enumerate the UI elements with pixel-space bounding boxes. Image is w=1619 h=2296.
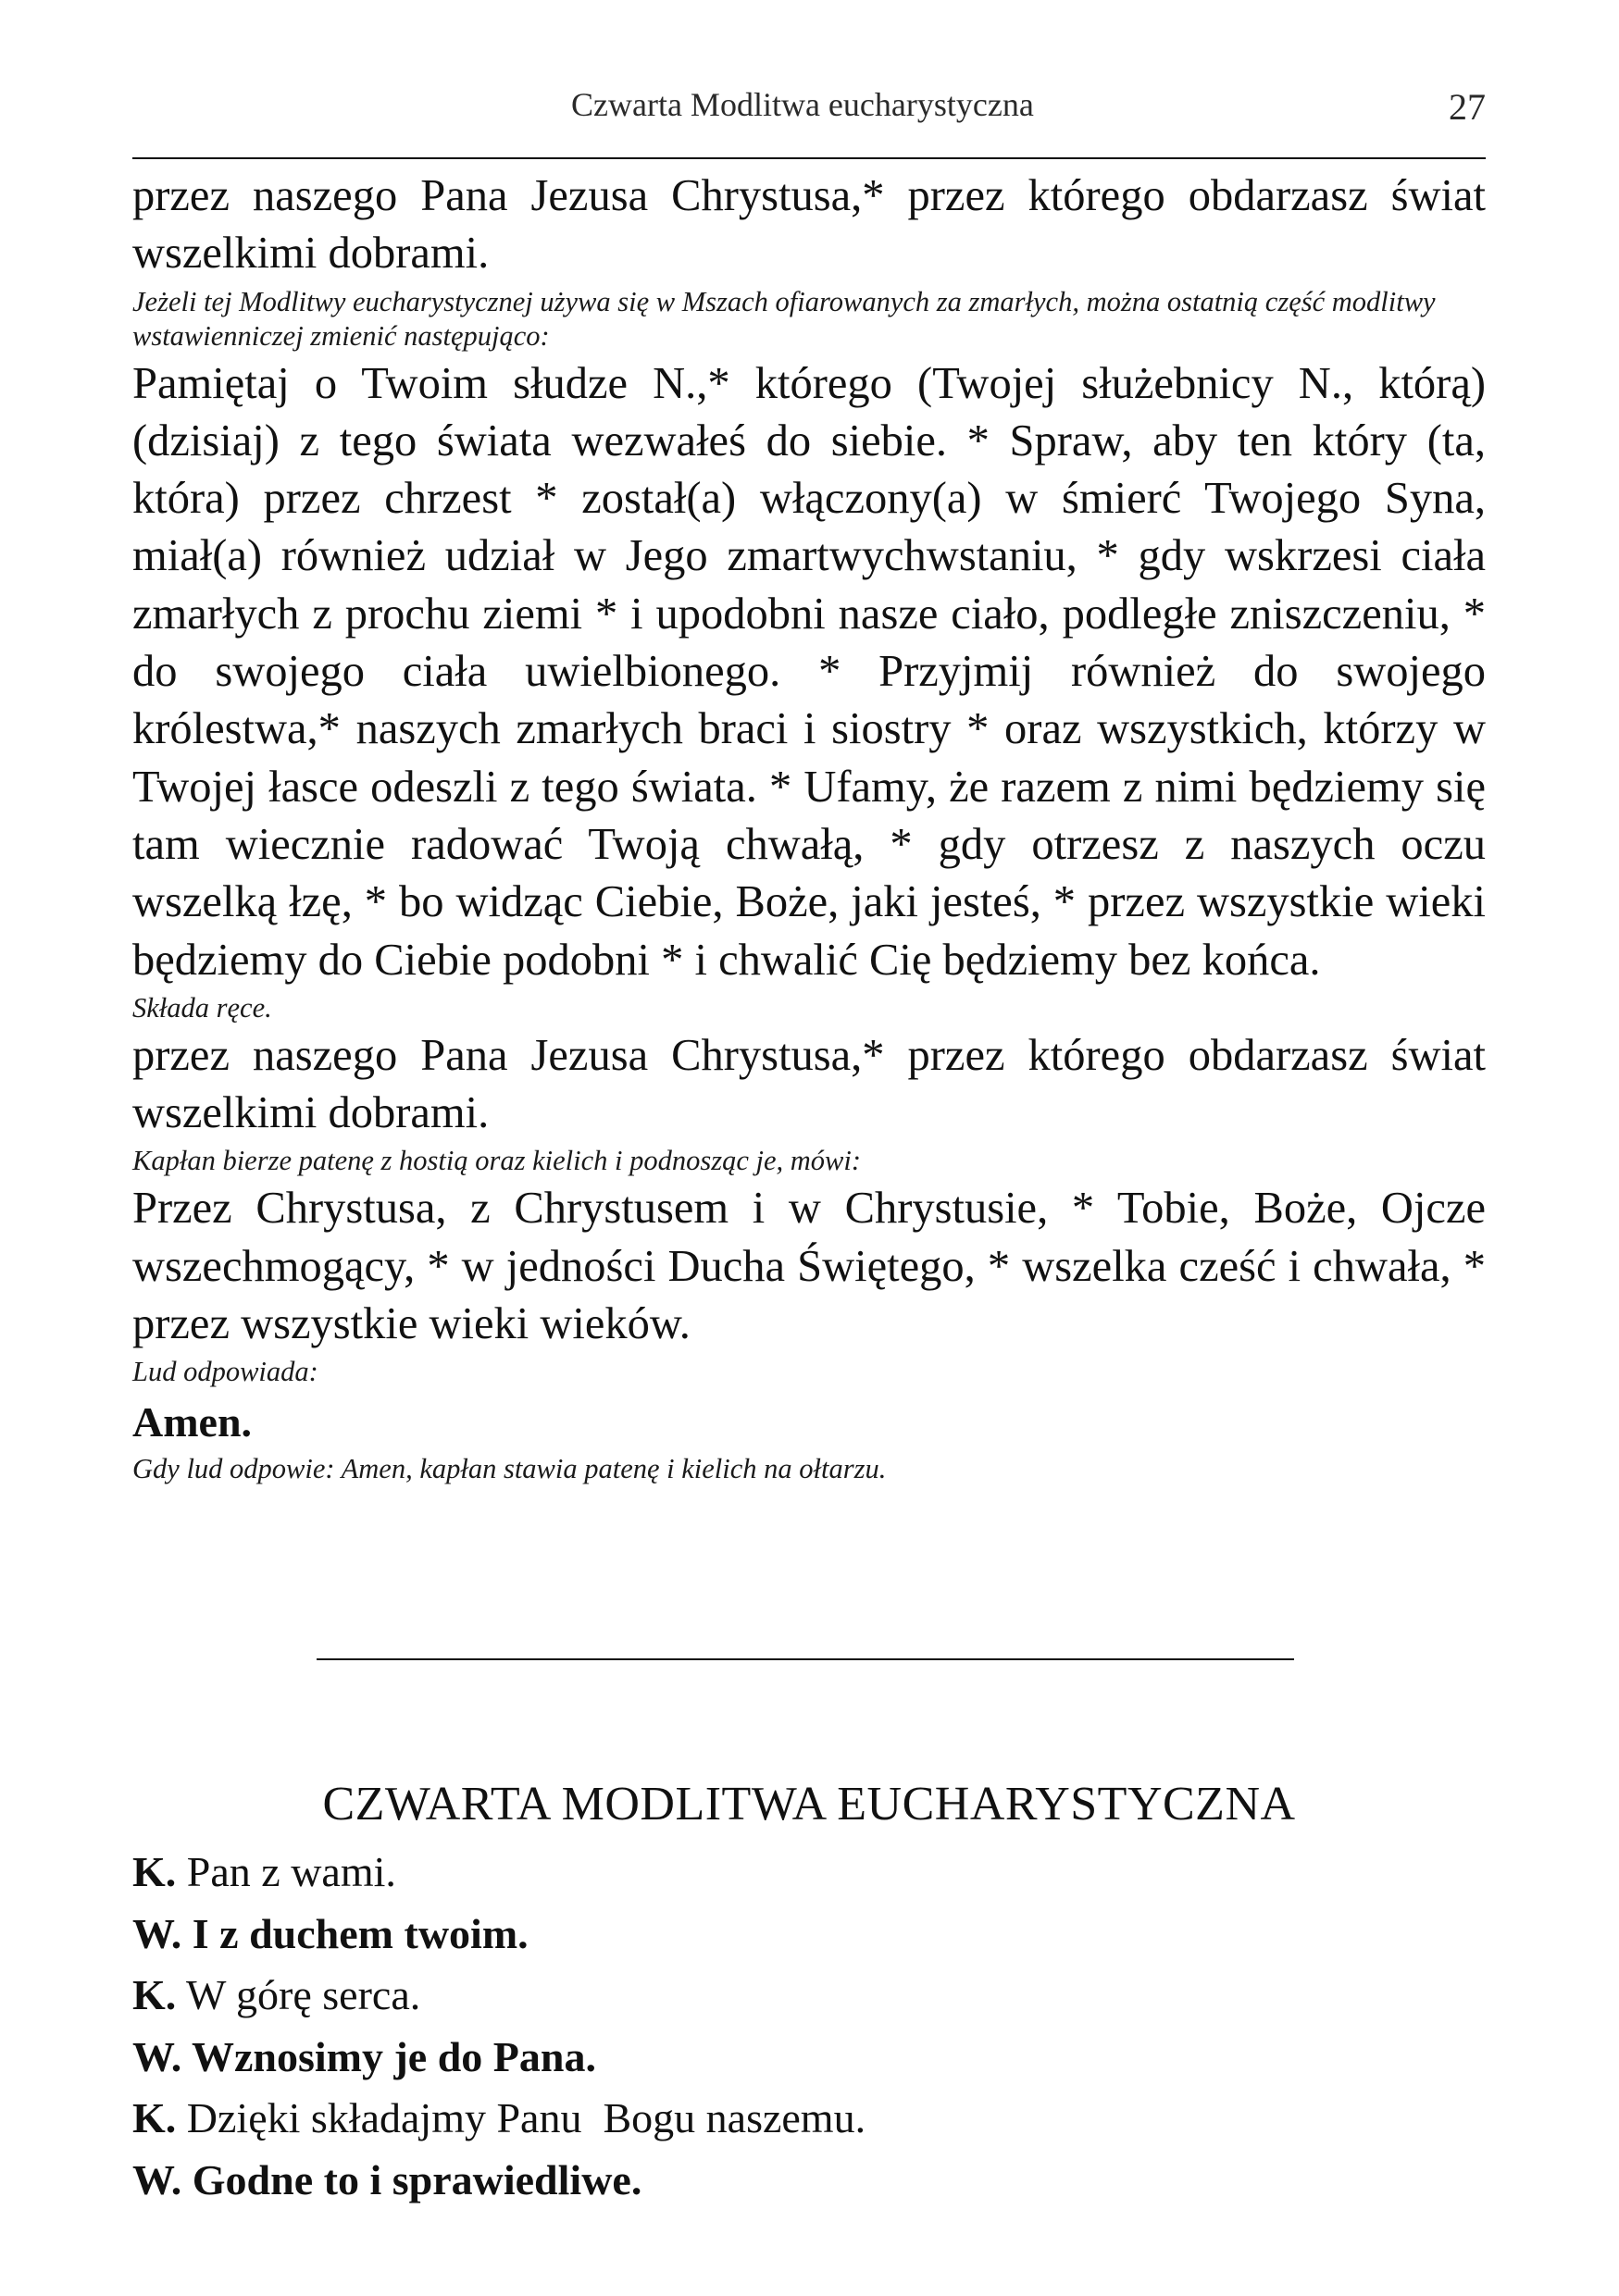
dialogue-line — [132, 1965, 1486, 2027]
rubric-instruction-5: Gdy lud odpowie: Amen, kapłan stawia patenę i kielich na ołtarzu. — [132, 1453, 887, 1485]
dialogue-line — [132, 2088, 1486, 2150]
header-rule — [132, 157, 1486, 159]
speaker-label: K. — [132, 1971, 177, 2018]
main-text — [132, 168, 1486, 1486]
doxology-paragraph: Przez Chrystusa, z Chrystusem i w Chrystusie, * Tobie, Boże, Ojcze wszechmogący, * w jedności Ducha Świętego, * wszelka cześć i chwała, * przez wszystkie wieki wieków. — [132, 1184, 1486, 1349]
section-title: CZWARTA MODLITWA EUCHARYSTYCZNA — [322, 1778, 1296, 1831]
dialogue-text: Wznosimy je do Pana. — [191, 2032, 596, 2080]
section-divider — [317, 1658, 1294, 1660]
speaker-label: K. — [132, 2094, 177, 2141]
speaker-label: W. — [132, 2032, 182, 2080]
dialogue-line — [132, 1842, 1486, 1904]
rubric-instruction-2: Składa ręce. — [132, 991, 272, 1024]
dialogue-text: W górę serca. — [185, 1971, 421, 2018]
running-header-title: Czwarta Modlitwa eucharystyczna — [571, 86, 1034, 123]
dialogue-text: Dzięki składajmy Panu Bogu naszemu. — [186, 2094, 866, 2141]
running-header — [132, 85, 1486, 141]
page-number: 27 — [1449, 86, 1486, 128]
rubric-instruction-4: Lud odpowiada: — [132, 1356, 318, 1388]
rubric-instruction-1: Jeżeli tej Modlitwy eucharystycznej używa się w Mszach ofiarowanych za zmarłych, można ostatnią część modlitwy wstawienniczej zmienić następująco: — [132, 285, 1436, 352]
speaker-label: K. — [132, 1848, 177, 1895]
dialogue-line — [132, 2150, 1486, 2212]
dialogue-text: Godne to i sprawiedliwe. — [192, 2155, 642, 2203]
prayer-paragraph-2: Pamiętaj o Twoim słudze N.,* którego (Twojej służebnicy N., którą) (dzisiaj) z tego świata wezwałeś do siebie. * Spraw, aby ten który (ta, która) przez chrzest * został(a) włączony(a) w śmierć Twojego Syna, miał(a) również udział w Jego zmartwychwstaniu, * gdy wskrzesi ciała zmarłych z prochu ziemi * i upodobni nasze ciało, podległe zniszczeniu, * do swojego ciała uwielbionego. * Przyjmij również do swojego królestwa,* naszych zmarłych braci i siostry * oraz wszystkich, którzy w Twojej łasce odeszli z tego świata. * Ufamy, że razem z nimi będziemy się tam wiecznie radować Twoją chwałą, * gdy otrzesz z naszych oczu wszelką łzę, * bo widząc Ciebie, Boże, jaki jesteś, * przez wszystkie wieki będziemy do Ciebie podobni * i chwalić Cię będziemy bez końca. — [132, 358, 1486, 985]
dialogue-text: Pan z wami. — [186, 1848, 396, 1895]
dialogue-list — [132, 1842, 1486, 2211]
prayer-paragraph-3: przez naszego Pana Jezusa Chrystusa,* przez którego obdarzasz świat wszelkimi dobrami. — [132, 1030, 1486, 1138]
rubric-instruction-3: Kapłan bierze patenę z hostią oraz kielich i podnosząc je, mówi: — [132, 1145, 861, 1177]
dialogue-line — [132, 1904, 1486, 1966]
dialogue-text: I z duchem twoim. — [192, 1909, 529, 1957]
speaker-label: W. — [132, 2155, 182, 2203]
dialogue-line — [132, 2027, 1486, 2089]
amen-response: Amen. — [132, 1398, 253, 1446]
prayer-paragraph-1: przez naszego Pana Jezusa Chrystusa,* przez którego obdarzasz świat wszelkimi dobrami. — [132, 171, 1486, 279]
speaker-label: W. — [132, 1909, 182, 1957]
